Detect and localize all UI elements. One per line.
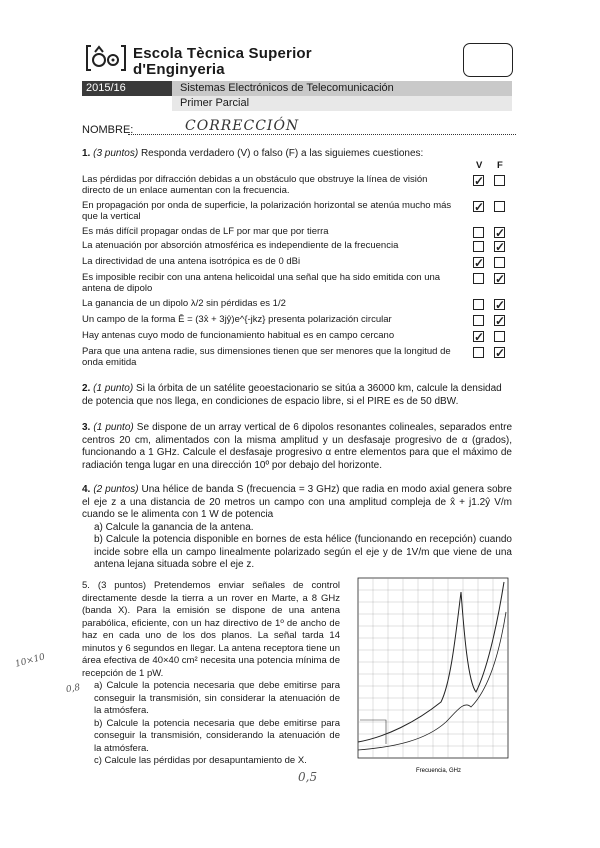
q1-number: 1. (82, 148, 91, 159)
checkbox-true[interactable] (473, 273, 484, 284)
attenuation-curve-2 (358, 612, 506, 750)
q4-part-a: a) Calcule la ganancia de la antena. (94, 521, 254, 533)
school-line1: Escola Tècnica Superior (133, 45, 312, 62)
checkbox-true[interactable] (473, 347, 484, 358)
checkbox-true[interactable] (473, 299, 484, 310)
tf-item: Hay antenas cuyo modo de funcionamiento habitual es en campo cercano (82, 330, 395, 341)
q3 (82, 422, 512, 472)
tf-item: Es más difícil propagar ondas de LF por mar que por tierra (82, 226, 329, 237)
q3-points: (1 punto) (93, 422, 134, 433)
q4-number: 4. (82, 484, 91, 495)
checkbox-false[interactable] (494, 201, 505, 212)
q4-part-b: b) Calcule la potencia disponible en bornes de esta hélice (funcionando en recepción) cuando incide sobre ella un campo linealmente polarizado según el eje y de 1V/m que viene de una antena lejana situada sobre el eje z. (94, 534, 512, 570)
nombre-line (128, 134, 516, 135)
q2-number: 2. (82, 383, 91, 394)
q5-number: 5. (82, 580, 90, 591)
q1-points: (3 puntos) (93, 148, 139, 159)
checkbox-true[interactable]: ✓ (474, 330, 485, 344)
q5-text: Pretendemos enviar señales de control directamente desde la tierra a un rover en Marte, a 8 GHz (banda X). Para la emisión se dispone de una antena parabólica, eficiente, con un haz directivo de 1º de ancho de haz en cada uno de los dos planos. La señal tarda 14 minutos y 6 segundos en llegar. La antena receptora tiene un área efectiva de 40×40 cm² necesita una potencia mínima de recepción de 1 pW. (82, 580, 341, 679)
checkbox-true[interactable]: ✓ (474, 200, 485, 214)
grade-box (463, 43, 513, 77)
q2-points: (1 punto) (93, 383, 134, 394)
checkbox-true[interactable]: ✓ (474, 174, 485, 188)
atmospheric-attenuation-graph (346, 572, 516, 780)
tf-item: Es imposible recibir con una antena helicoidal una señal que ha sido emitida con una antena de dipolo (82, 272, 441, 294)
q3-number: 3. (82, 422, 91, 433)
q1-text: Responda verdadero (V) o falso (F) a las siguiemes cuestiones: (140, 148, 424, 159)
margin-note-3: 0,5 (298, 770, 318, 784)
q5-points: (3 puntos) (97, 580, 146, 591)
school-logo-icon (85, 42, 127, 74)
checkbox-false[interactable] (494, 175, 505, 186)
nombre-label: NOMBRE: (82, 124, 134, 136)
q4-points: (2 puntos) (93, 484, 139, 495)
checkbox-false[interactable]: ✓ (495, 346, 506, 360)
checkbox-false[interactable] (494, 257, 505, 268)
checkbox-false[interactable]: ✓ (495, 240, 506, 254)
q5 (82, 580, 340, 768)
tf-item: Las pérdidas por difracción debidas a un obstáculo que obstruye la línea de visión directo de un enlace aumentan con la frecuencia. (82, 174, 428, 196)
q5-part-a: a) Calcule la potencia necesaria que debe emitirse para conseguir la transmisión, sin considerar la atenuación de la atmósfera. (94, 680, 340, 716)
q3-text: Se dispone de un array vertical de 6 dipolos resonantes colineales, separados entre centros 20 cm, alimentados con la misma amplitud y un desfasaje progresivo de α (grados), funcionando a 1 GHz. Calcule el desfasaje progresivo α entre elementos para que el máximo de radiación tenga lugar en una dirección 10º por debajo del horizonte. (82, 422, 513, 471)
tf-item: La atenuación por absorción atmosférica es independiente de la frecuencia (82, 240, 399, 251)
checkbox-true[interactable] (473, 241, 484, 252)
checkbox-true[interactable] (473, 227, 484, 238)
checkbox-true[interactable]: ✓ (474, 256, 485, 270)
q4-text: Una hélice de banda S (frecuencia = 3 GHz) que radia en modo axial genera sobre el eje z a una distancia de 20 metros un campo con una amplitud compleja de x̂ + j1.2ŷ V/m cuando se le alimenta con 1 W de potencia (82, 484, 512, 520)
tf-item: En propagación por onda de superficie, la polarización horizontal se atenúa mucho más que la vertical (82, 200, 452, 222)
tf-item: Para que una antena radie, sus dimensiones tienen que ser menores que la longitud de onda emitida (82, 346, 451, 368)
tf-item: La directividad de una antena isotrópica es de 0 dBi (82, 256, 301, 267)
school-name (133, 46, 312, 78)
q5-part-b: b) Calcule la potencia necesaria que debe emitirse para conseguir la transmisión, considerando la atenuación de la atmósfera. (94, 717, 340, 754)
q2 (82, 383, 512, 408)
school-line2: d'Enginyeria (133, 61, 225, 78)
exam-title: Primer Parcial (172, 96, 512, 111)
margin-note-2: 0,8 (65, 682, 82, 696)
column-f-header: F (497, 160, 503, 171)
checkbox-false[interactable] (494, 331, 505, 342)
q4 (82, 484, 512, 572)
checkbox-false[interactable]: ✓ (495, 298, 506, 312)
course-title: Sistemas Electrónicos de Telecomunicación (172, 81, 512, 96)
q5-part-c: c) Calcule las pérdidas por desapuntamiento de X. (94, 755, 307, 766)
academic-year: 2015/16 (82, 81, 172, 96)
q2-text: Si la órbita de un satélite geoestacionario se sitúa a 36000 km, calcule la densidad de potencia que nos llega, en condiciones de espacio libre, si el PIRE es de 50 dBW. (82, 383, 502, 407)
checkbox-true[interactable] (473, 315, 484, 326)
column-v-header: V (476, 160, 483, 171)
nombre-handwritten: CORRECCIÓN (185, 118, 300, 134)
graph-xlabel: Frecuencia, GHz (416, 768, 462, 774)
checkbox-false[interactable]: ✓ (495, 314, 506, 328)
checkbox-false[interactable]: ✓ (495, 272, 506, 286)
tf-item: La ganancia de un dipolo λ/2 sin pérdidas es 1/2 (82, 298, 286, 309)
tf-item: Un campo de la forma Ē = (3x̂ + 3jŷ)e^{-jkz} presenta polarización circular (82, 314, 392, 325)
checkbox-false[interactable]: ✓ (495, 226, 506, 240)
q1-heading (82, 148, 512, 161)
margin-note-1: 10×10 (14, 652, 47, 670)
